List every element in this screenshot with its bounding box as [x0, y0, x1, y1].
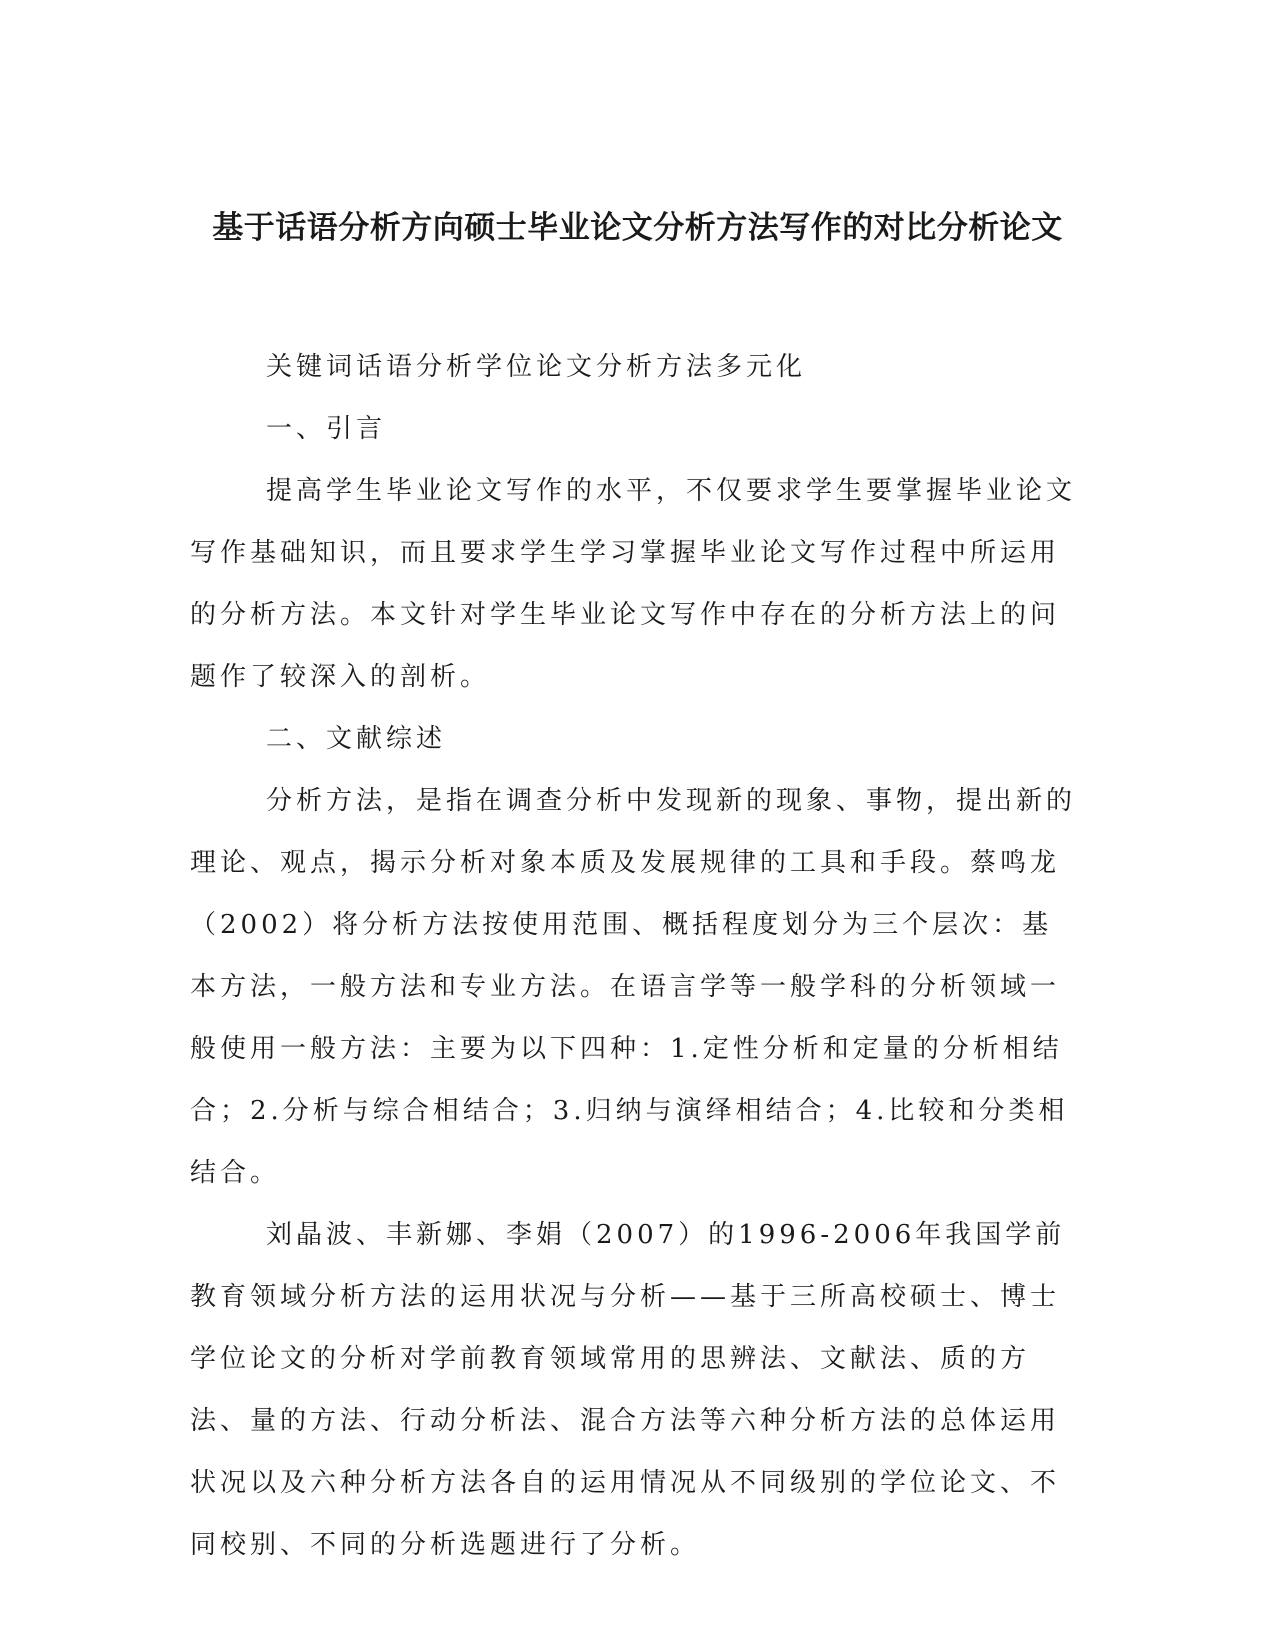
document-body	[190, 336, 1080, 1576]
section-heading-literature-review: 二、文献综述	[266, 724, 447, 754]
introduction-paragraph: 提高学生毕业论文写作的水平，不仅要求学生要掌握毕业论文写作基础知识，而且要求学生学习掌握毕业论文写作过程中所运用的分析方法。本文针对学生毕业论文写作中存在的分析方法上的问题作了较深入的剖析。	[190, 476, 1077, 692]
literature-paragraph-1: 分析方法，是指在调查分析中发现新的现象、事物，提出新的理论、观点，揭示分析对象本质及发展规律的工具和手段。蔡鸣龙（2002）将分析方法按使用范围、概括程度划分为三个层次：基本方法，一般方法和专业方法。在语言学等一般学科的分析领域一般使用一般方法：主要为以下四种：1.定性分析和定量的分析相结合；2.分析与综合相结合；3.归纳与演绎相结合；4.比较和分类相结合。	[190, 786, 1077, 1188]
document-title: 基于话语分析方向硕士毕业论文分析方法写作的对比分析论文	[212, 210, 1063, 246]
literature-paragraph-2: 刘晶波、丰新娜、李娟（2007）的1996-2006年我国学前教育领域分析方法的运用状况与分析——基于三所高校硕士、博士学位论文的分析对学前教育领域常用的思辨法、文献法、质的方法、量的方法、行动分析法、混合方法等六种分析方法的总体运用状况以及六种分析方法各自的运用情况从不同级别的学位论文、不同校别、不同的分析选题进行了分析。	[190, 1220, 1066, 1560]
keywords-paragraph: 关键词话语分析学位论文分析方法多元化	[266, 352, 807, 382]
section-heading-introduction: 一、引言	[266, 414, 387, 444]
